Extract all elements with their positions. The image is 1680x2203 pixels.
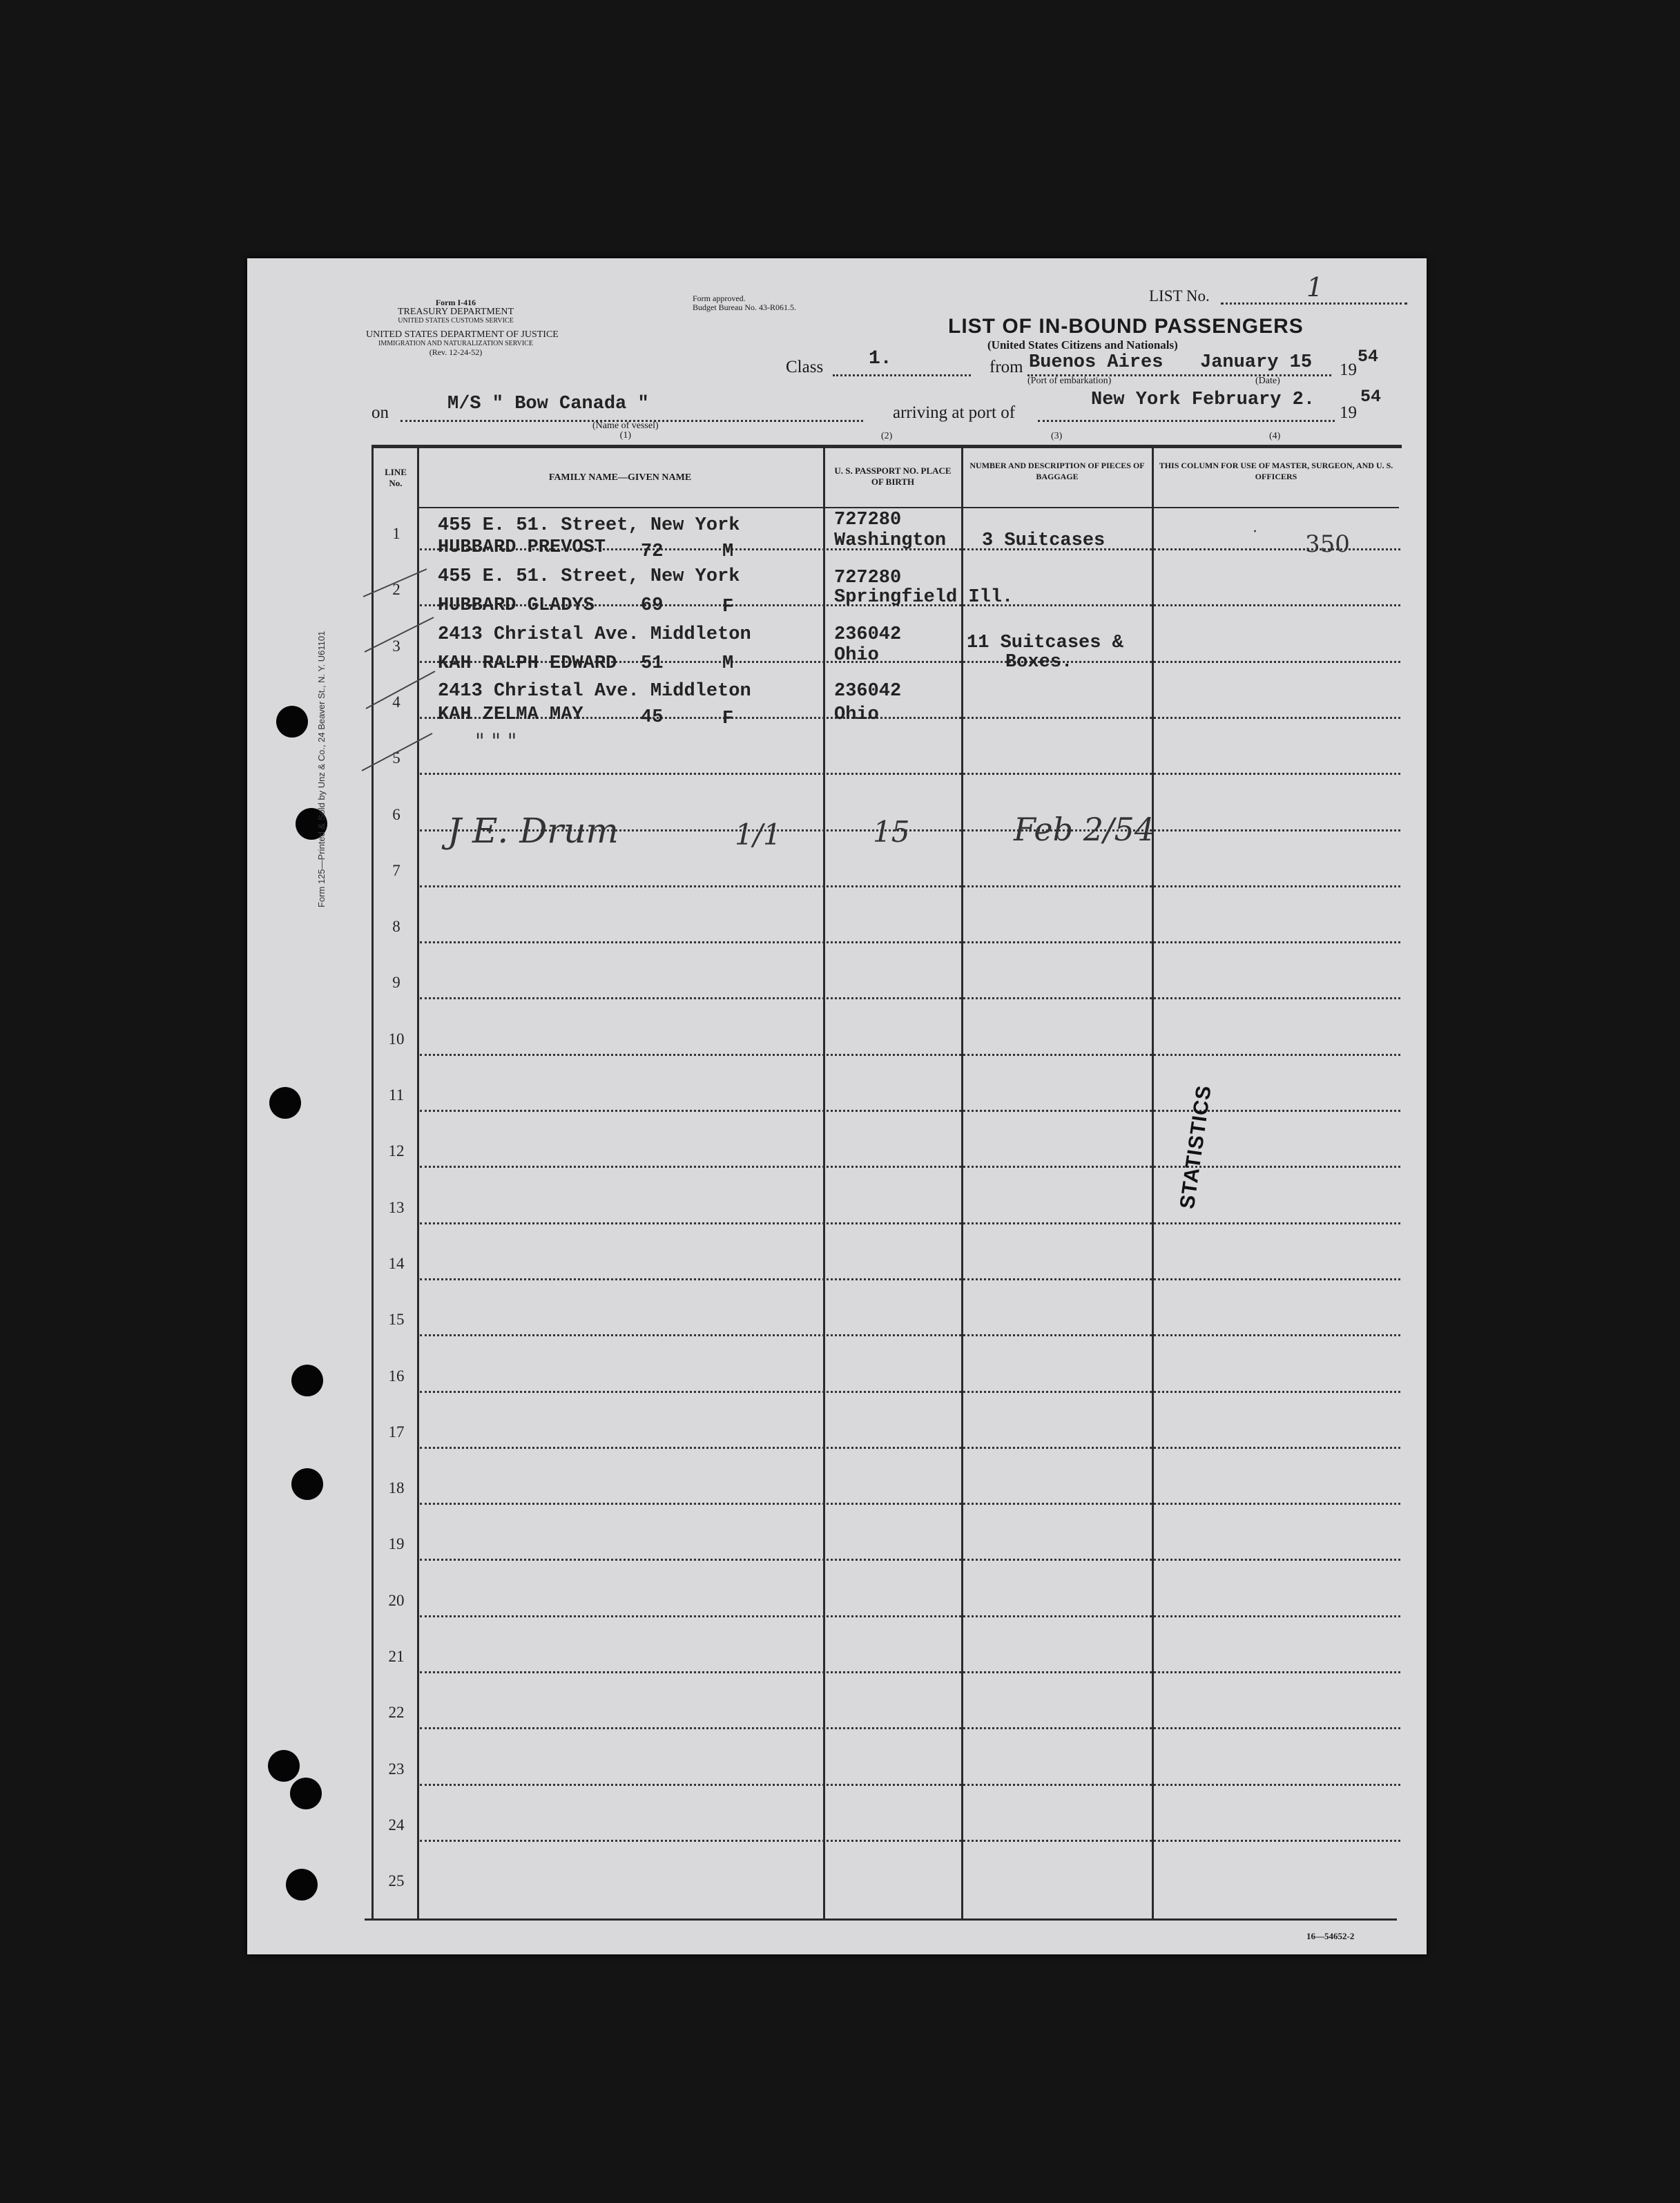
binder-hole <box>286 1869 318 1901</box>
line-number: 9 <box>392 974 400 991</box>
col-divider-baggage <box>961 448 963 1918</box>
customs-service: UNITED STATES CUSTOMS SERVICE <box>398 317 514 325</box>
line-number: 2 <box>392 581 400 598</box>
entry-1-birthplace: Washington <box>834 530 947 551</box>
year-prefix: 19 <box>1340 360 1357 379</box>
ins: IMMIGRATION AND NATURALIZATION SERVICE <box>378 340 533 347</box>
line-number: 19 <box>388 1535 405 1552</box>
vessel-caption: (Name of vessel) (1) <box>592 421 659 441</box>
arrival-port-date: New York February 2. <box>1091 389 1315 410</box>
row-divider <box>420 1671 1400 1673</box>
entry-2-address: 455 E. 51. Street, New York <box>438 566 740 587</box>
handwritten-fraction: 1/1 <box>735 818 782 852</box>
entry-2-sex: F <box>722 597 734 617</box>
line-number: 17 <box>388 1423 405 1441</box>
col-divider-officers <box>1152 448 1154 1918</box>
binder-hole <box>276 706 308 738</box>
row-divider <box>420 1503 1400 1505</box>
class-line <box>833 374 971 376</box>
revision: (Rev. 12-24-52) <box>429 347 483 357</box>
line-number: 7 <box>392 862 400 879</box>
row-divider <box>420 885 1400 887</box>
treasury-department: TREASURY DEPARTMENT <box>397 307 514 317</box>
entry-2-birthplace: Springfield Ill. <box>834 587 1014 608</box>
passenger-list-page <box>247 258 1427 1954</box>
row-divider <box>420 1054 1400 1056</box>
ditto-marks: " " " <box>475 729 517 753</box>
line-number: 21 <box>388 1648 405 1665</box>
footer-code: 16—54652-2 <box>1306 1931 1355 1941</box>
port-caption: (Port of embarkation) <box>1027 376 1112 386</box>
from-label: from <box>989 358 1023 376</box>
officer-tick: · <box>1253 523 1257 541</box>
row-divider <box>420 997 1400 999</box>
entry-4-age: 45 <box>641 707 664 728</box>
line-number: 14 <box>388 1255 405 1272</box>
embarkation-port: Buenos Aires <box>1029 352 1164 373</box>
entry-4-name: KAH ZELMA MAY <box>438 704 583 725</box>
entry-4-passport: 236042 <box>834 681 902 702</box>
handwritten-date: Feb 2/54 <box>1014 811 1155 848</box>
binder-hole <box>291 1365 323 1396</box>
row-divider <box>420 1391 1400 1393</box>
entry-1-address: 455 E. 51. Street, New York <box>438 515 740 536</box>
entry-1-passport: 727280 <box>834 510 902 530</box>
form-approved: Form approved. <box>693 294 746 303</box>
row-divider <box>420 1166 1400 1168</box>
col-header-officers: THIS COLUMN FOR USE OF MASTER, SURGEON, AND U. S. OFFICERS <box>1159 461 1393 481</box>
line-number: 23 <box>388 1760 405 1778</box>
row-divider <box>420 1559 1400 1561</box>
entry-3-sex: M <box>722 653 734 674</box>
col-num-2: (2) <box>881 431 893 441</box>
line-number: 20 <box>388 1592 405 1609</box>
vessel-name: M/S " Bow Canada " <box>447 394 649 414</box>
row-divider <box>420 941 1400 943</box>
binder-hole <box>290 1778 322 1809</box>
row-divider <box>420 1727 1400 1729</box>
line-number: 15 <box>388 1311 405 1328</box>
arrival-year-prefix: 19 <box>1340 403 1357 422</box>
class-label: Class <box>786 358 824 376</box>
row-divider <box>420 1447 1400 1449</box>
table-bottom-border <box>365 1918 1397 1921</box>
row-divider <box>420 1334 1400 1336</box>
arrival-line <box>1038 420 1335 422</box>
entry-3-baggage: 11 Suitcases & <box>967 633 1123 653</box>
header-underline-officers <box>1153 507 1399 508</box>
entry-1-name: HUBBARD PREVOST <box>438 537 606 558</box>
line-number: 5 <box>392 749 400 767</box>
row-divider <box>420 1222 1400 1224</box>
entry-4-sex: F <box>722 709 734 729</box>
table-top-border <box>371 445 1402 448</box>
row-divider <box>420 1615 1400 1617</box>
line-number: 3 <box>392 637 400 655</box>
form-number: Form I-416 <box>435 298 476 307</box>
entry-1-age: 72 <box>641 541 664 562</box>
header-underline-name <box>418 507 823 508</box>
header-underline-baggage <box>963 507 1152 508</box>
row-divider <box>420 773 1400 775</box>
entry-3-address: 2413 Christal Ave. Middleton <box>438 624 751 645</box>
entry-3-passport: 236042 <box>834 624 902 645</box>
list-subtitle: (United States Citizens and Nationals) <box>987 338 1178 352</box>
line-number: 18 <box>388 1479 405 1497</box>
binder-hole <box>291 1468 323 1500</box>
col-num-4: (4) <box>1269 431 1281 441</box>
handwritten-number: 15 <box>873 815 910 849</box>
entry-3-baggage-cont: Boxes. <box>1005 652 1073 673</box>
on-label: on <box>371 403 389 422</box>
departure-date: January 15 <box>1200 352 1313 373</box>
header-underline-passport <box>824 507 961 508</box>
line-number: 12 <box>388 1142 405 1160</box>
line-number: 25 <box>388 1872 405 1889</box>
line-number: 13 <box>388 1199 405 1216</box>
list-no-line <box>1221 302 1407 305</box>
year-value: 54 <box>1358 347 1379 367</box>
entry-3-birthplace: Ohio <box>834 645 879 666</box>
line-number: 1 <box>392 525 400 542</box>
list-no-value: 1 <box>1306 272 1324 302</box>
arrival-year: 54 <box>1360 387 1382 407</box>
line-number: 16 <box>388 1367 405 1385</box>
budget-bureau: Budget Bureau No. 43-R061.5. <box>693 302 796 312</box>
row-divider <box>420 1278 1400 1280</box>
line-number: 6 <box>392 806 400 823</box>
line-number: 8 <box>392 918 400 935</box>
pencil-ticks <box>358 555 447 790</box>
list-title: LIST OF IN-BOUND PASSENGERS <box>948 315 1304 338</box>
line-number: 11 <box>388 1086 405 1104</box>
date-caption: (Date) <box>1255 376 1280 386</box>
entry-4-address: 2413 Christal Ave. Middleton <box>438 681 751 702</box>
entry-2-age: 69 <box>641 595 664 616</box>
col-header-name: FAMILY NAME—GIVEN NAME <box>548 472 692 483</box>
entry-2-passport: 727280 <box>834 568 902 588</box>
department-of-justice: UNITED STATES DEPARTMENT OF JUSTICE <box>366 329 559 340</box>
row-divider <box>420 1840 1400 1842</box>
binder-hole <box>269 1087 301 1119</box>
entry-1-sex: M <box>722 541 734 562</box>
row-divider <box>420 1784 1400 1786</box>
col-divider-passport <box>823 448 825 1918</box>
statistics-stamp: STATISTICS <box>1175 1084 1216 1211</box>
inspector-signature: J E. Drum <box>447 811 619 851</box>
col-header-baggage: NUMBER AND DESCRIPTION OF PIECES OF BAGGAGE <box>969 461 1145 481</box>
line-number: 24 <box>388 1816 405 1834</box>
line-number: 22 <box>388 1704 405 1721</box>
line-number: 4 <box>392 693 400 711</box>
entry-2-name: HUBBARD GLADYS <box>438 595 595 616</box>
row-divider <box>420 1110 1400 1112</box>
entry-4-birthplace: Ohio <box>834 704 879 725</box>
list-no-label: LIST No. <box>1149 287 1210 305</box>
class-value: 1. <box>869 348 892 369</box>
col-num-3: (3) <box>1051 431 1063 441</box>
entry-1-officer-note: 350 <box>1305 530 1350 558</box>
entry-3-age: 51 <box>641 653 664 674</box>
printer-imprint: Form 125—Printed & Sold by Unz & Co., 24 Beaver St., N. Y. U61101 <box>316 631 327 907</box>
arriving-label: arriving at port of <box>893 403 1016 422</box>
col-header-passport: U. S. PASSPORT NO. PLACE OF BIRTH <box>834 465 952 487</box>
binder-hole <box>268 1750 300 1782</box>
col-header-line-no: LINE No. <box>385 467 407 488</box>
entry-3-name: KAH RALPH EDWARD <box>438 653 617 674</box>
entry-1-baggage: 3 Suitcases <box>982 530 1105 551</box>
line-number: 10 <box>388 1030 405 1048</box>
